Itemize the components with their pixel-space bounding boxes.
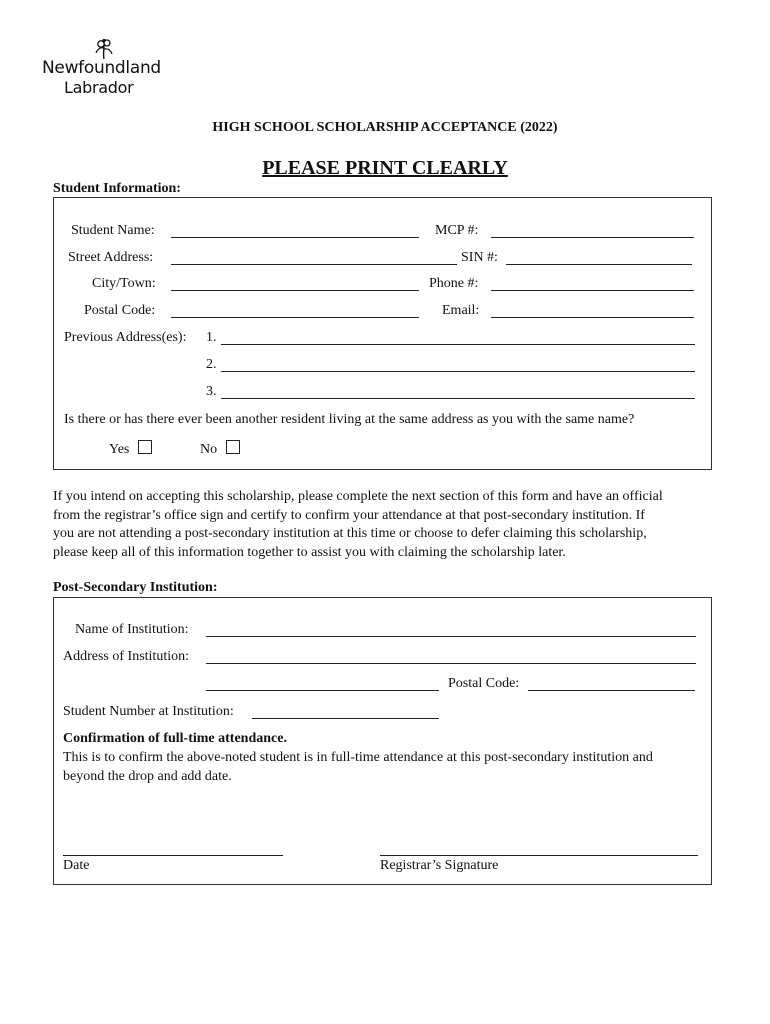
- mcp-field[interactable]: [491, 237, 694, 238]
- registrar-signature-label: Registrar’s Signature: [380, 858, 499, 873]
- date-field[interactable]: [63, 855, 283, 856]
- student-number-field[interactable]: [252, 718, 439, 719]
- institution-postal-code-field[interactable]: [528, 690, 695, 691]
- student-number-label: Student Number at Institution:: [63, 704, 234, 719]
- previous-address-1-number: 1.: [206, 330, 217, 345]
- institution-address-field[interactable]: [206, 663, 696, 664]
- city-town-field[interactable]: [171, 290, 419, 291]
- registrar-signature-field[interactable]: [380, 855, 698, 856]
- student-name-label: Student Name:: [71, 223, 155, 238]
- instructions-paragraph: [53, 488, 718, 562]
- previous-address-1-field[interactable]: [221, 344, 695, 345]
- instructions-line-1: If you intend on accepting this scholarship, please complete the next section of this form and have an official: [53, 489, 663, 504]
- postal-code-label: Postal Code:: [84, 303, 156, 318]
- confirmation-heading: Confirmation of full-time attendance.: [63, 731, 287, 746]
- email-field[interactable]: [491, 317, 694, 318]
- no-checkbox[interactable]: [226, 440, 240, 454]
- institution-address-label: Address of Institution:: [63, 649, 189, 664]
- student-info-heading: Student Information:: [53, 181, 181, 196]
- street-address-field[interactable]: [171, 264, 457, 265]
- date-label: Date: [63, 858, 90, 873]
- newfoundland-labrador-logo: [40, 38, 170, 100]
- institution-name-field[interactable]: [206, 636, 696, 637]
- form-title: HIGH SCHOOL SCHOLARSHIP ACCEPTANCE (2022): [212, 120, 558, 135]
- form-subtitle: PLEASE PRINT CLEARLY: [262, 157, 508, 179]
- instructions-line-3: you are not attending a post-secondary institution at this time or choose to defer claiming this scholarship,: [53, 526, 647, 541]
- sin-field[interactable]: [506, 264, 692, 265]
- logo-line-1: Newfoundland: [42, 58, 161, 78]
- confirmation-line-2: beyond the drop and add date.: [63, 768, 232, 784]
- institution-name-label: Name of Institution:: [75, 622, 189, 637]
- institution-heading: Post-Secondary Institution:: [53, 580, 218, 595]
- institution-address-line-2-field[interactable]: [206, 690, 439, 691]
- logo-line-2: Labrador: [64, 78, 134, 97]
- phone-field[interactable]: [491, 290, 694, 291]
- postal-code-field[interactable]: [171, 317, 419, 318]
- institution-postal-code-label: Postal Code:: [448, 676, 520, 691]
- mcp-label: MCP #:: [435, 223, 479, 238]
- instructions-line-2: from the registrar’s office sign and certify to confirm your attendance at that post-secondary institution. If: [53, 507, 645, 523]
- yes-checkbox[interactable]: [138, 440, 152, 454]
- confirmation-line-1: This is to confirm the above-noted student is in full-time attendance at this post-secondary institution and: [63, 750, 653, 765]
- previous-address-2-number: 2.: [206, 357, 217, 372]
- sin-label: SIN #:: [461, 250, 498, 265]
- email-label: Email:: [442, 303, 480, 318]
- no-label: No: [200, 442, 218, 457]
- street-address-label: Street Address:: [68, 250, 154, 265]
- previous-address-3-field[interactable]: [221, 398, 695, 399]
- pitcher-plant-icon: [92, 38, 116, 60]
- previous-address-2-field[interactable]: [221, 371, 695, 372]
- phone-label: Phone #:: [429, 276, 479, 291]
- student-name-field[interactable]: [171, 237, 419, 238]
- confirmation-text: [63, 749, 708, 786]
- same-name-question: Is there or has there ever been another resident living at the same address as you with the same name?: [64, 412, 635, 427]
- previous-address-3-number: 3.: [206, 384, 217, 399]
- yes-label: Yes: [109, 442, 130, 457]
- city-town-label: City/Town:: [92, 276, 156, 291]
- previous-addresses-label: Previous Address(es):: [64, 330, 187, 345]
- instructions-line-4: please keep all of this information together to assist you with claiming the scholarship later.: [53, 544, 566, 560]
